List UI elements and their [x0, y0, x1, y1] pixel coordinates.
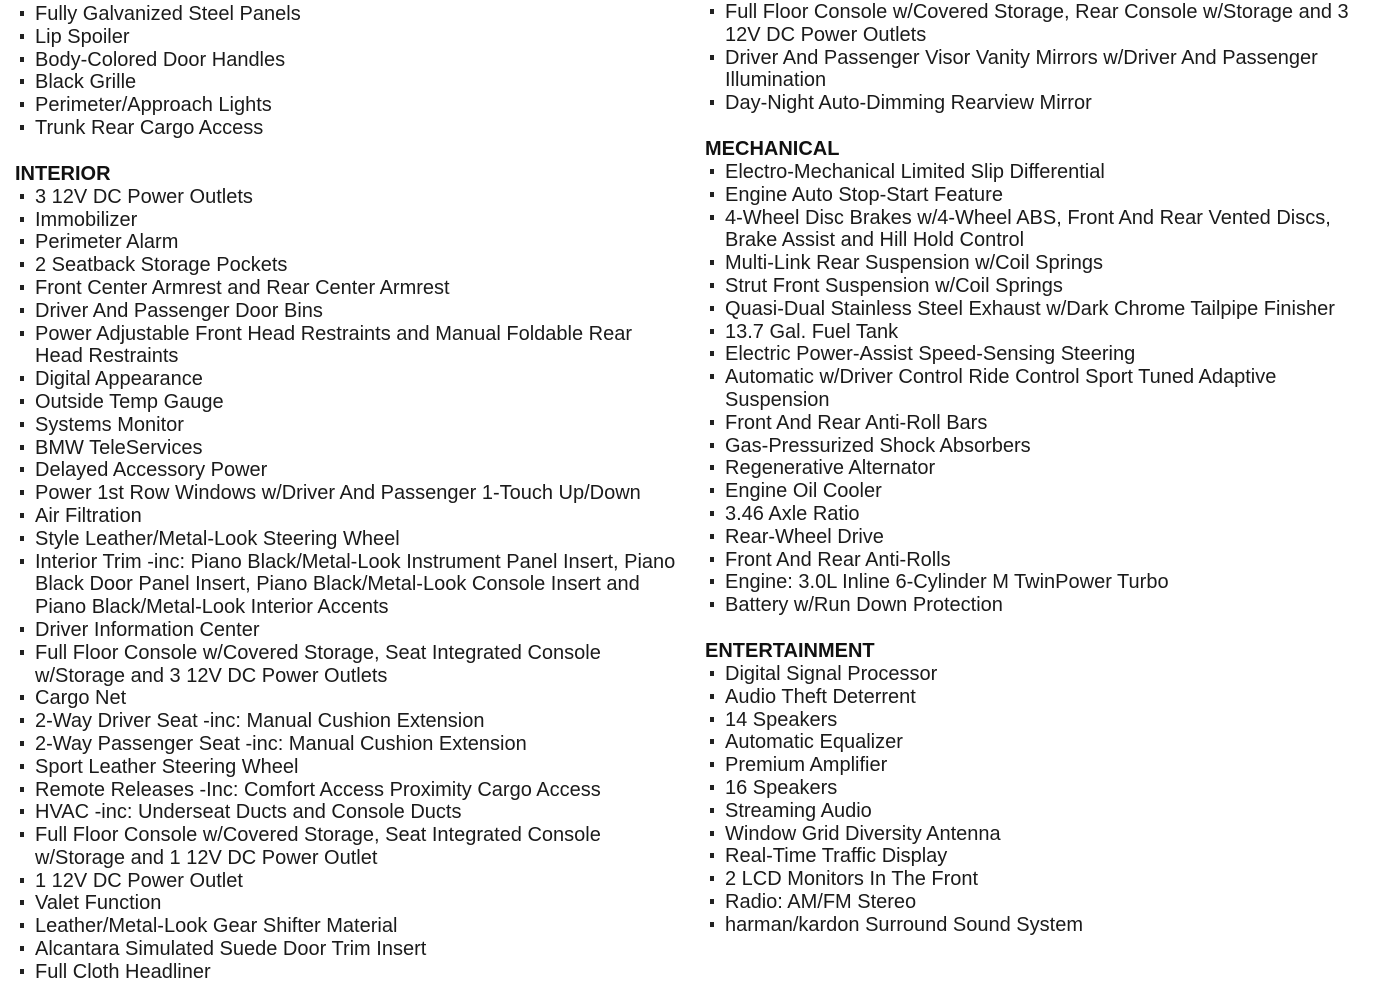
list-item: Streaming Audio	[705, 800, 1375, 823]
list-item: 3.46 Axle Ratio	[705, 503, 1375, 526]
list-item: 2-Way Driver Seat -inc: Manual Cushion Extension	[15, 710, 685, 733]
list-item: 2 LCD Monitors In The Front	[705, 868, 1375, 891]
list-item: Perimeter Alarm	[15, 231, 685, 254]
list-item: Strut Front Suspension w/Coil Springs	[705, 275, 1375, 298]
section-gap	[705, 115, 1375, 138]
list-item: Immobilizer	[15, 209, 685, 232]
left-column	[15, 3, 685, 984]
list-item: Trunk Rear Cargo Access	[15, 117, 685, 140]
list-item: Cargo Net	[15, 687, 685, 710]
list-item: Sport Leather Steering Wheel	[15, 756, 685, 779]
list-item: Automatic Equalizer	[705, 731, 1375, 754]
list-item: Remote Releases -Inc: Comfort Access Proximity Cargo Access	[15, 779, 685, 802]
list-item: Gas-Pressurized Shock Absorbers	[705, 435, 1375, 458]
list-item: Window Grid Diversity Antenna	[705, 823, 1375, 846]
mechanical-list	[705, 161, 1375, 617]
list-item: Audio Theft Deterrent	[705, 686, 1375, 709]
list-item: Fully Galvanized Steel Panels	[15, 3, 685, 26]
list-item: Real-Time Traffic Display	[705, 845, 1375, 868]
list-item: Electric Power-Assist Speed-Sensing Steering	[705, 343, 1375, 366]
list-item: Quasi-Dual Stainless Steel Exhaust w/Dark Chrome Tailpipe Finisher	[705, 298, 1375, 321]
list-item: 2 Seatback Storage Pockets	[15, 254, 685, 277]
list-item: Rear-Wheel Drive	[705, 526, 1375, 549]
list-item: Delayed Accessory Power	[15, 459, 685, 482]
interior-continued-list	[705, 1, 1375, 115]
list-item: harman/kardon Surround Sound System	[705, 914, 1375, 937]
list-item: Engine Auto Stop-Start Feature	[705, 184, 1375, 207]
list-item: Power Adjustable Front Head Restraints and Manual Foldable Rear Head Restraints	[15, 323, 685, 369]
list-item: Engine Oil Cooler	[705, 480, 1375, 503]
list-item: Premium Amplifier	[705, 754, 1375, 777]
list-item: Front And Rear Anti-Rolls	[705, 549, 1375, 572]
list-item: Driver Information Center	[15, 619, 685, 642]
list-item: Alcantara Simulated Suede Door Trim Insert	[15, 938, 685, 961]
list-item: Electro-Mechanical Limited Slip Differential	[705, 161, 1375, 184]
entertainment-list	[705, 663, 1375, 937]
interior-section-title: INTERIOR	[15, 162, 111, 185]
list-item: Perimeter/Approach Lights	[15, 94, 685, 117]
list-item: 13.7 Gal. Fuel Tank	[705, 321, 1375, 344]
list-item: Black Grille	[15, 71, 685, 94]
list-item: Driver And Passenger Visor Vanity Mirrors w/Driver And Passenger Illumination	[705, 47, 1375, 93]
list-item: Systems Monitor	[15, 414, 685, 437]
list-item: Outside Temp Gauge	[15, 391, 685, 414]
list-item: Full Cloth Headliner	[15, 961, 685, 984]
list-item: Battery w/Run Down Protection	[705, 594, 1375, 617]
list-item: 14 Speakers	[705, 709, 1375, 732]
list-item: Engine: 3.0L Inline 6-Cylinder M TwinPower Turbo	[705, 571, 1375, 594]
list-item: Style Leather/Metal-Look Steering Wheel	[15, 528, 685, 551]
mechanical-section-title: MECHANICAL	[705, 137, 840, 160]
list-item: Regenerative Alternator	[705, 457, 1375, 480]
list-item: BMW TeleServices	[15, 437, 685, 460]
interior-list	[15, 186, 685, 984]
list-item: Air Filtration	[15, 505, 685, 528]
list-item: Power 1st Row Windows w/Driver And Passenger 1-Touch Up/Down	[15, 482, 685, 505]
list-item: HVAC -inc: Underseat Ducts and Console Ducts	[15, 801, 685, 824]
list-item: 3 12V DC Power Outlets	[15, 186, 685, 209]
list-item: Full Floor Console w/Covered Storage, Seat Integrated Console w/Storage and 1 12V DC Power Outlet	[15, 824, 685, 870]
list-item: 4-Wheel Disc Brakes w/4-Wheel ABS, Front And Rear Vented Discs, Brake Assist and Hill Hold Control	[705, 207, 1375, 253]
list-item: Front And Rear Anti-Roll Bars	[705, 412, 1375, 435]
list-item: 2-Way Passenger Seat -inc: Manual Cushion Extension	[15, 733, 685, 756]
list-item: Day-Night Auto-Dimming Rearview Mirror	[705, 92, 1375, 115]
list-item: Body-Colored Door Handles	[15, 49, 685, 72]
list-item: Lip Spoiler	[15, 26, 685, 49]
list-item: Automatic w/Driver Control Ride Control Sport Tuned Adaptive Suspension	[705, 366, 1375, 412]
list-item: 16 Speakers	[705, 777, 1375, 800]
list-item: Leather/Metal-Look Gear Shifter Material	[15, 915, 685, 938]
list-item: Driver And Passenger Door Bins	[15, 300, 685, 323]
right-column	[705, 1, 1375, 936]
list-item: Valet Function	[15, 892, 685, 915]
exterior-list	[15, 3, 685, 140]
list-item: Interior Trim -inc: Piano Black/Metal-Look Instrument Panel Insert, Piano Black Door Panel Insert, Piano Black/Metal-Look Console Insert and Piano Black/Metal-Look Interior Accents	[15, 551, 685, 619]
list-item: Front Center Armrest and Rear Center Armrest	[15, 277, 685, 300]
section-gap	[15, 140, 685, 163]
list-item: Digital Signal Processor	[705, 663, 1375, 686]
list-item: Digital Appearance	[15, 368, 685, 391]
entertainment-section-title: ENTERTAINMENT	[705, 639, 875, 662]
list-item: Full Floor Console w/Covered Storage, Seat Integrated Console w/Storage and 3 12V DC Power Outlets	[15, 642, 685, 688]
list-item: Radio: AM/FM Stereo	[705, 891, 1375, 914]
list-item: 1 12V DC Power Outlet	[15, 870, 685, 893]
list-item: Multi-Link Rear Suspension w/Coil Springs	[705, 252, 1375, 275]
section-gap	[705, 617, 1375, 640]
list-item: Full Floor Console w/Covered Storage, Rear Console w/Storage and 3 12V DC Power Outlets	[705, 1, 1375, 47]
